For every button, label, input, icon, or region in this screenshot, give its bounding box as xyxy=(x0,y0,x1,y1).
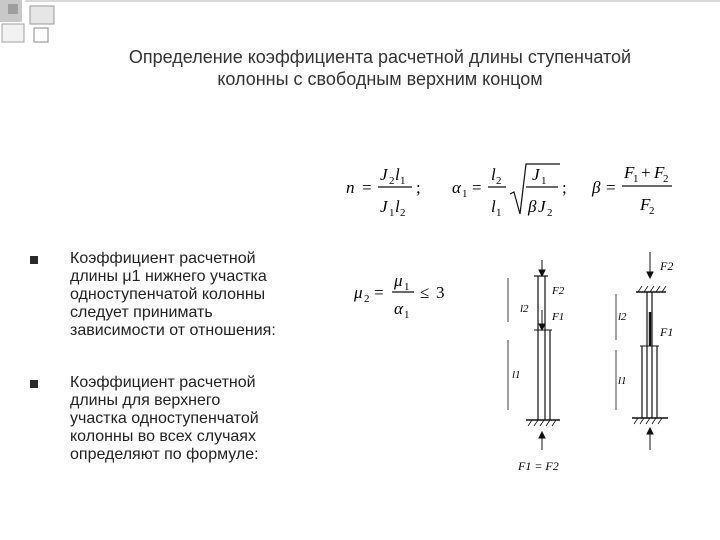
svg-text:2: 2 xyxy=(496,175,502,187)
bullet-line: колонны во всех случаях xyxy=(70,428,256,445)
formula-alpha xyxy=(452,164,567,219)
bullet-line: определяют по формуле: xyxy=(70,446,259,463)
svg-text:2: 2 xyxy=(547,207,553,219)
svg-text:l: l xyxy=(395,197,400,216)
svg-text:β: β xyxy=(528,197,537,216)
bullet-mu1 xyxy=(30,250,330,350)
bullet-line: одноступенчатой колонны xyxy=(70,286,266,303)
svg-text:3: 3 xyxy=(436,283,445,302)
svg-text:α: α xyxy=(452,178,461,197)
svg-text:=: = xyxy=(374,283,384,302)
svg-text:1: 1 xyxy=(389,207,395,219)
svg-text:F: F xyxy=(654,163,665,182)
svg-text:F: F xyxy=(624,163,635,182)
bullet-line: следует принимать xyxy=(70,304,213,321)
formula-n xyxy=(346,165,421,219)
length-label-l2-right: l2 xyxy=(618,311,627,323)
svg-text:1: 1 xyxy=(541,175,547,187)
bullet-text xyxy=(70,250,350,340)
svg-text:2: 2 xyxy=(389,175,395,187)
svg-text:J: J xyxy=(380,197,388,216)
column-diagram xyxy=(490,250,690,490)
svg-text:1: 1 xyxy=(404,309,410,321)
bullet-square-icon xyxy=(30,380,38,388)
svg-text:1: 1 xyxy=(496,207,502,219)
formula-beta xyxy=(591,163,672,217)
svg-text:J: J xyxy=(538,197,546,216)
load-relation-label: F1 = F2 xyxy=(518,459,559,473)
svg-text:F: F xyxy=(640,195,651,214)
svg-text:l: l xyxy=(491,197,496,216)
svg-text:2: 2 xyxy=(663,173,669,185)
svg-text:μ: μ xyxy=(354,283,363,302)
length-label-l1-left: l1 xyxy=(512,369,521,381)
svg-text:1: 1 xyxy=(462,188,468,200)
svg-text:1: 1 xyxy=(404,281,410,293)
formula-mu2 xyxy=(350,268,460,328)
bullet-line: Коэффициент расчетной xyxy=(70,250,256,267)
svg-text:J: J xyxy=(380,165,388,184)
load-label-f2-right: F2 xyxy=(660,259,674,273)
title-line-1: Определение коэффициента расчетной длины ступенчатой xyxy=(128,47,632,67)
load-label-f1-left: F1 xyxy=(552,311,565,323)
svg-text:2: 2 xyxy=(364,293,370,305)
bullet-text xyxy=(70,374,350,464)
slide-title xyxy=(60,46,700,90)
svg-text:J: J xyxy=(532,165,540,184)
length-label-l1-right: l1 xyxy=(618,375,627,387)
svg-text:l: l xyxy=(491,165,496,184)
svg-text:;: ; xyxy=(416,178,421,197)
svg-text:2: 2 xyxy=(649,205,655,217)
svg-text:=: = xyxy=(606,178,616,197)
load-label-f1-right: F1 xyxy=(660,325,674,339)
svg-text:2: 2 xyxy=(400,207,406,219)
bullet-line: зависимости от отношения: xyxy=(70,322,276,339)
load-label-f2-left: F2 xyxy=(552,285,565,297)
bullet-line: Коэффициент расчетной xyxy=(70,374,256,391)
svg-text:α: α xyxy=(394,299,403,318)
bullet-line: участка одноступенчатой xyxy=(70,410,259,427)
formula-row xyxy=(340,150,700,230)
bullet-square-icon xyxy=(30,256,38,264)
bullet-line: длины μ1 нижнего участка xyxy=(70,268,267,285)
svg-text:β: β xyxy=(592,178,601,197)
svg-text:=: = xyxy=(362,178,372,197)
svg-text:=: = xyxy=(472,178,482,197)
svg-text:≤: ≤ xyxy=(420,283,430,302)
bullet-mu2 xyxy=(30,374,330,474)
svg-text:1: 1 xyxy=(400,175,406,187)
svg-text:;: ; xyxy=(562,178,567,197)
svg-text:+: + xyxy=(641,163,651,182)
column-right xyxy=(616,252,668,450)
length-label-l2-left: l2 xyxy=(520,303,529,315)
svg-text:l: l xyxy=(395,165,400,184)
bullet-line: длины для верхнего xyxy=(70,392,221,409)
title-line-2: колонны с свободным верхним концом xyxy=(217,69,543,89)
svg-text:μ: μ xyxy=(394,271,403,290)
svg-text:1: 1 xyxy=(633,173,639,185)
svg-text:n: n xyxy=(346,178,355,197)
